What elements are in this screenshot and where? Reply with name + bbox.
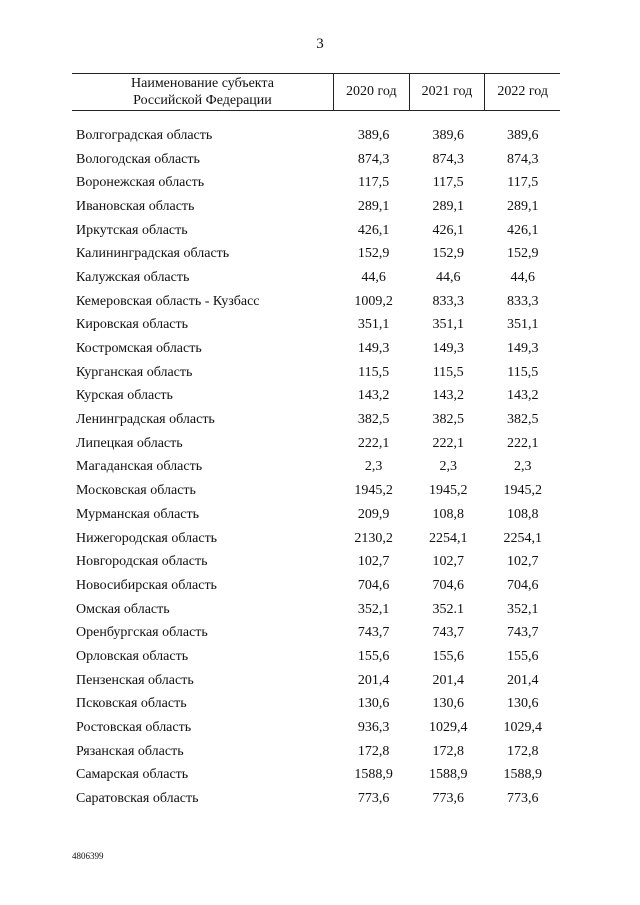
value-2020: 172,8 bbox=[357, 743, 390, 759]
value-2022: 352,1 bbox=[506, 601, 539, 617]
value-2021: 2254,1 bbox=[428, 530, 468, 546]
region-name: Новгородская область bbox=[76, 554, 208, 570]
region-name: Омская область bbox=[76, 601, 170, 617]
value-2020: 155,6 bbox=[357, 648, 390, 664]
value-2020: 351,1 bbox=[357, 317, 390, 333]
value-2020: 143,2 bbox=[357, 388, 390, 404]
value-2021: 389,6 bbox=[432, 127, 464, 143]
table-row bbox=[72, 503, 560, 527]
table-row bbox=[72, 314, 560, 338]
value-2022: 222,1 bbox=[506, 435, 539, 451]
value-2020: 382,5 bbox=[357, 412, 390, 428]
table-row bbox=[72, 550, 560, 574]
table-row bbox=[72, 693, 560, 717]
value-2021: 172,8 bbox=[432, 743, 464, 759]
value-2020: 704,6 bbox=[357, 577, 390, 593]
table-row bbox=[72, 195, 560, 219]
value-2020: 209,9 bbox=[357, 506, 390, 522]
table-row bbox=[72, 740, 560, 764]
value-2022: 149,3 bbox=[506, 341, 539, 357]
value-2022: 426,1 bbox=[506, 222, 539, 238]
value-2021: 773,6 bbox=[432, 791, 464, 807]
value-2022: 102,7 bbox=[506, 554, 539, 570]
value-2022: 201,4 bbox=[506, 672, 539, 688]
value-2021: 426,1 bbox=[432, 222, 464, 238]
value-2021: 44,6 bbox=[435, 269, 461, 285]
region-name: Ленинградская область bbox=[76, 412, 215, 428]
value-2020: 389,6 bbox=[357, 127, 390, 143]
value-2020: 2,3 bbox=[364, 459, 383, 475]
region-name: Вологодская область bbox=[76, 151, 200, 167]
value-2021: 117,5 bbox=[432, 175, 464, 191]
value-2021: 352.1 bbox=[432, 601, 464, 617]
region-name: Магаданская область bbox=[76, 459, 203, 475]
value-2020: 222,1 bbox=[357, 435, 390, 451]
region-name: Иркутская область bbox=[76, 222, 188, 238]
value-2022: 874,3 bbox=[506, 151, 539, 167]
value-2021: 289,1 bbox=[432, 198, 464, 214]
header-year-2020: 2020 год bbox=[333, 74, 409, 110]
value-2021: 149,3 bbox=[432, 341, 464, 357]
value-2022: 389,6 bbox=[506, 127, 539, 143]
region-name: Нижегородская область bbox=[76, 530, 218, 546]
region-name: Кировская область bbox=[76, 317, 189, 333]
table-row bbox=[72, 219, 560, 243]
region-name: Мурманская область bbox=[76, 506, 200, 522]
table-row bbox=[72, 242, 560, 266]
region-name: Пензенская область bbox=[76, 672, 194, 688]
value-2020: 201,4 bbox=[357, 672, 390, 688]
region-name: Рязанская область bbox=[76, 743, 184, 759]
region-name: Оренбургская область bbox=[76, 625, 208, 641]
value-2022: 115,5 bbox=[507, 364, 539, 380]
table-row bbox=[72, 124, 560, 148]
region-name: Кемеровская область - Кузбасс bbox=[76, 293, 260, 309]
value-2021: 833,3 bbox=[432, 293, 464, 309]
value-2021: 130,6 bbox=[432, 696, 464, 712]
value-2022: 172,8 bbox=[506, 743, 539, 759]
value-2021: 704,6 bbox=[432, 577, 464, 593]
value-2020: 874,3 bbox=[357, 151, 390, 167]
table-row bbox=[72, 432, 560, 456]
value-2022: 351,1 bbox=[506, 317, 539, 333]
region-name: Липецкая область bbox=[76, 435, 183, 451]
table-row bbox=[72, 764, 560, 788]
table-row bbox=[72, 408, 560, 432]
region-name: Курская область bbox=[76, 388, 173, 404]
region-name: Псковская область bbox=[76, 696, 187, 712]
value-2021: 743,7 bbox=[432, 625, 464, 641]
table-row bbox=[72, 337, 560, 361]
value-2022: 1029,4 bbox=[503, 720, 542, 736]
value-2020: 44,6 bbox=[361, 269, 386, 285]
value-2021: 115,5 bbox=[432, 364, 464, 380]
header-year-2021: 2021 год bbox=[409, 74, 485, 110]
region-name: Московская область bbox=[76, 483, 196, 499]
value-2021: 2,3 bbox=[439, 459, 457, 475]
value-2021: 382,5 bbox=[432, 412, 464, 428]
region-name: Костромская область bbox=[76, 341, 202, 357]
page-number: 3 bbox=[316, 36, 324, 52]
value-2020: 289,1 bbox=[357, 198, 390, 214]
value-2020: 1588,9 bbox=[354, 767, 393, 783]
region-name: Ростовская область bbox=[76, 720, 192, 736]
value-2021: 143,2 bbox=[432, 388, 464, 404]
value-2021: 1588,9 bbox=[428, 767, 468, 783]
table-row bbox=[72, 266, 560, 290]
table-row bbox=[72, 148, 560, 172]
table-header bbox=[72, 73, 560, 111]
value-2020: 426,1 bbox=[357, 222, 390, 238]
region-name: Калининградская область bbox=[76, 246, 230, 262]
value-2021: 155,6 bbox=[432, 648, 464, 664]
value-2020: 117,5 bbox=[358, 175, 390, 191]
table-row bbox=[72, 479, 560, 503]
value-2022: 704,6 bbox=[506, 577, 539, 593]
table-row bbox=[72, 385, 560, 409]
table-row bbox=[72, 527, 560, 551]
value-2020: 149,3 bbox=[357, 341, 390, 357]
value-2020: 936,3 bbox=[357, 720, 390, 736]
table-row bbox=[72, 290, 560, 314]
value-2022: 773,6 bbox=[506, 791, 539, 807]
region-name: Ивановская область bbox=[76, 198, 195, 214]
value-2021: 1029,4 bbox=[428, 720, 468, 736]
header-subject-name bbox=[72, 74, 333, 110]
value-2021: 152,9 bbox=[432, 246, 464, 262]
value-2021: 222,1 bbox=[432, 435, 464, 451]
value-2021: 108,8 bbox=[432, 506, 464, 522]
value-2021: 102,7 bbox=[432, 554, 464, 570]
table-row bbox=[72, 361, 560, 385]
value-2020: 152,9 bbox=[357, 246, 390, 262]
value-2022: 130,6 bbox=[506, 696, 539, 712]
value-2022: 1945,2 bbox=[503, 483, 542, 499]
value-2022: 1588,9 bbox=[503, 767, 542, 783]
region-name: Курганская область bbox=[76, 364, 193, 380]
region-name: Самарская область bbox=[76, 767, 189, 783]
value-2020: 2130,2 bbox=[354, 530, 393, 546]
region-name: Волгоградская область bbox=[76, 127, 213, 143]
value-2022: 2254,1 bbox=[503, 530, 542, 546]
table-row bbox=[72, 716, 560, 740]
region-name: Калужская область bbox=[76, 269, 190, 285]
value-2022: 382,5 bbox=[506, 412, 539, 428]
table-row bbox=[72, 171, 560, 195]
value-2020: 115,5 bbox=[358, 364, 390, 380]
value-2021: 1945,2 bbox=[428, 483, 468, 499]
value-2021: 201,4 bbox=[432, 672, 464, 688]
value-2020: 743,7 bbox=[357, 625, 390, 641]
header-name-line2: Российской Федерации bbox=[133, 93, 272, 108]
value-2020: 773,6 bbox=[357, 791, 390, 807]
value-2021: 874,3 bbox=[432, 151, 464, 167]
value-2022: 108,8 bbox=[506, 506, 539, 522]
table-row bbox=[72, 787, 560, 811]
value-2022: 44,6 bbox=[510, 269, 535, 285]
value-2020: 102,7 bbox=[357, 554, 390, 570]
region-name: Воронежская область bbox=[76, 175, 205, 191]
table-row bbox=[72, 456, 560, 480]
value-2022: 743,7 bbox=[506, 625, 539, 641]
header-year-2022: 2022 год bbox=[484, 74, 560, 110]
header-name-line1: Наименование субъекта bbox=[131, 76, 274, 91]
value-2022: 152,9 bbox=[506, 246, 539, 262]
region-name: Новосибирская область bbox=[76, 577, 217, 593]
table-row bbox=[72, 669, 560, 693]
value-2022: 289,1 bbox=[506, 198, 539, 214]
table-row bbox=[72, 598, 560, 622]
value-2020: 1009,2 bbox=[354, 293, 393, 309]
value-2022: 143,2 bbox=[506, 388, 539, 404]
value-2020: 1945,2 bbox=[354, 483, 393, 499]
table-row bbox=[72, 645, 560, 669]
table-row bbox=[72, 621, 560, 645]
region-name: Орловская область bbox=[76, 648, 189, 664]
table-body bbox=[72, 124, 560, 811]
table-row bbox=[72, 574, 560, 598]
value-2022: 117,5 bbox=[507, 175, 539, 191]
value-2022: 2,3 bbox=[513, 459, 532, 475]
value-2020: 352,1 bbox=[357, 601, 390, 617]
value-2021: 351,1 bbox=[432, 317, 464, 333]
region-name: Саратовская область bbox=[76, 791, 199, 807]
value-2022: 155,6 bbox=[506, 648, 539, 664]
value-2022: 833,3 bbox=[506, 293, 539, 309]
document-code: 4806399 bbox=[72, 851, 104, 861]
value-2020: 130,6 bbox=[357, 696, 390, 712]
